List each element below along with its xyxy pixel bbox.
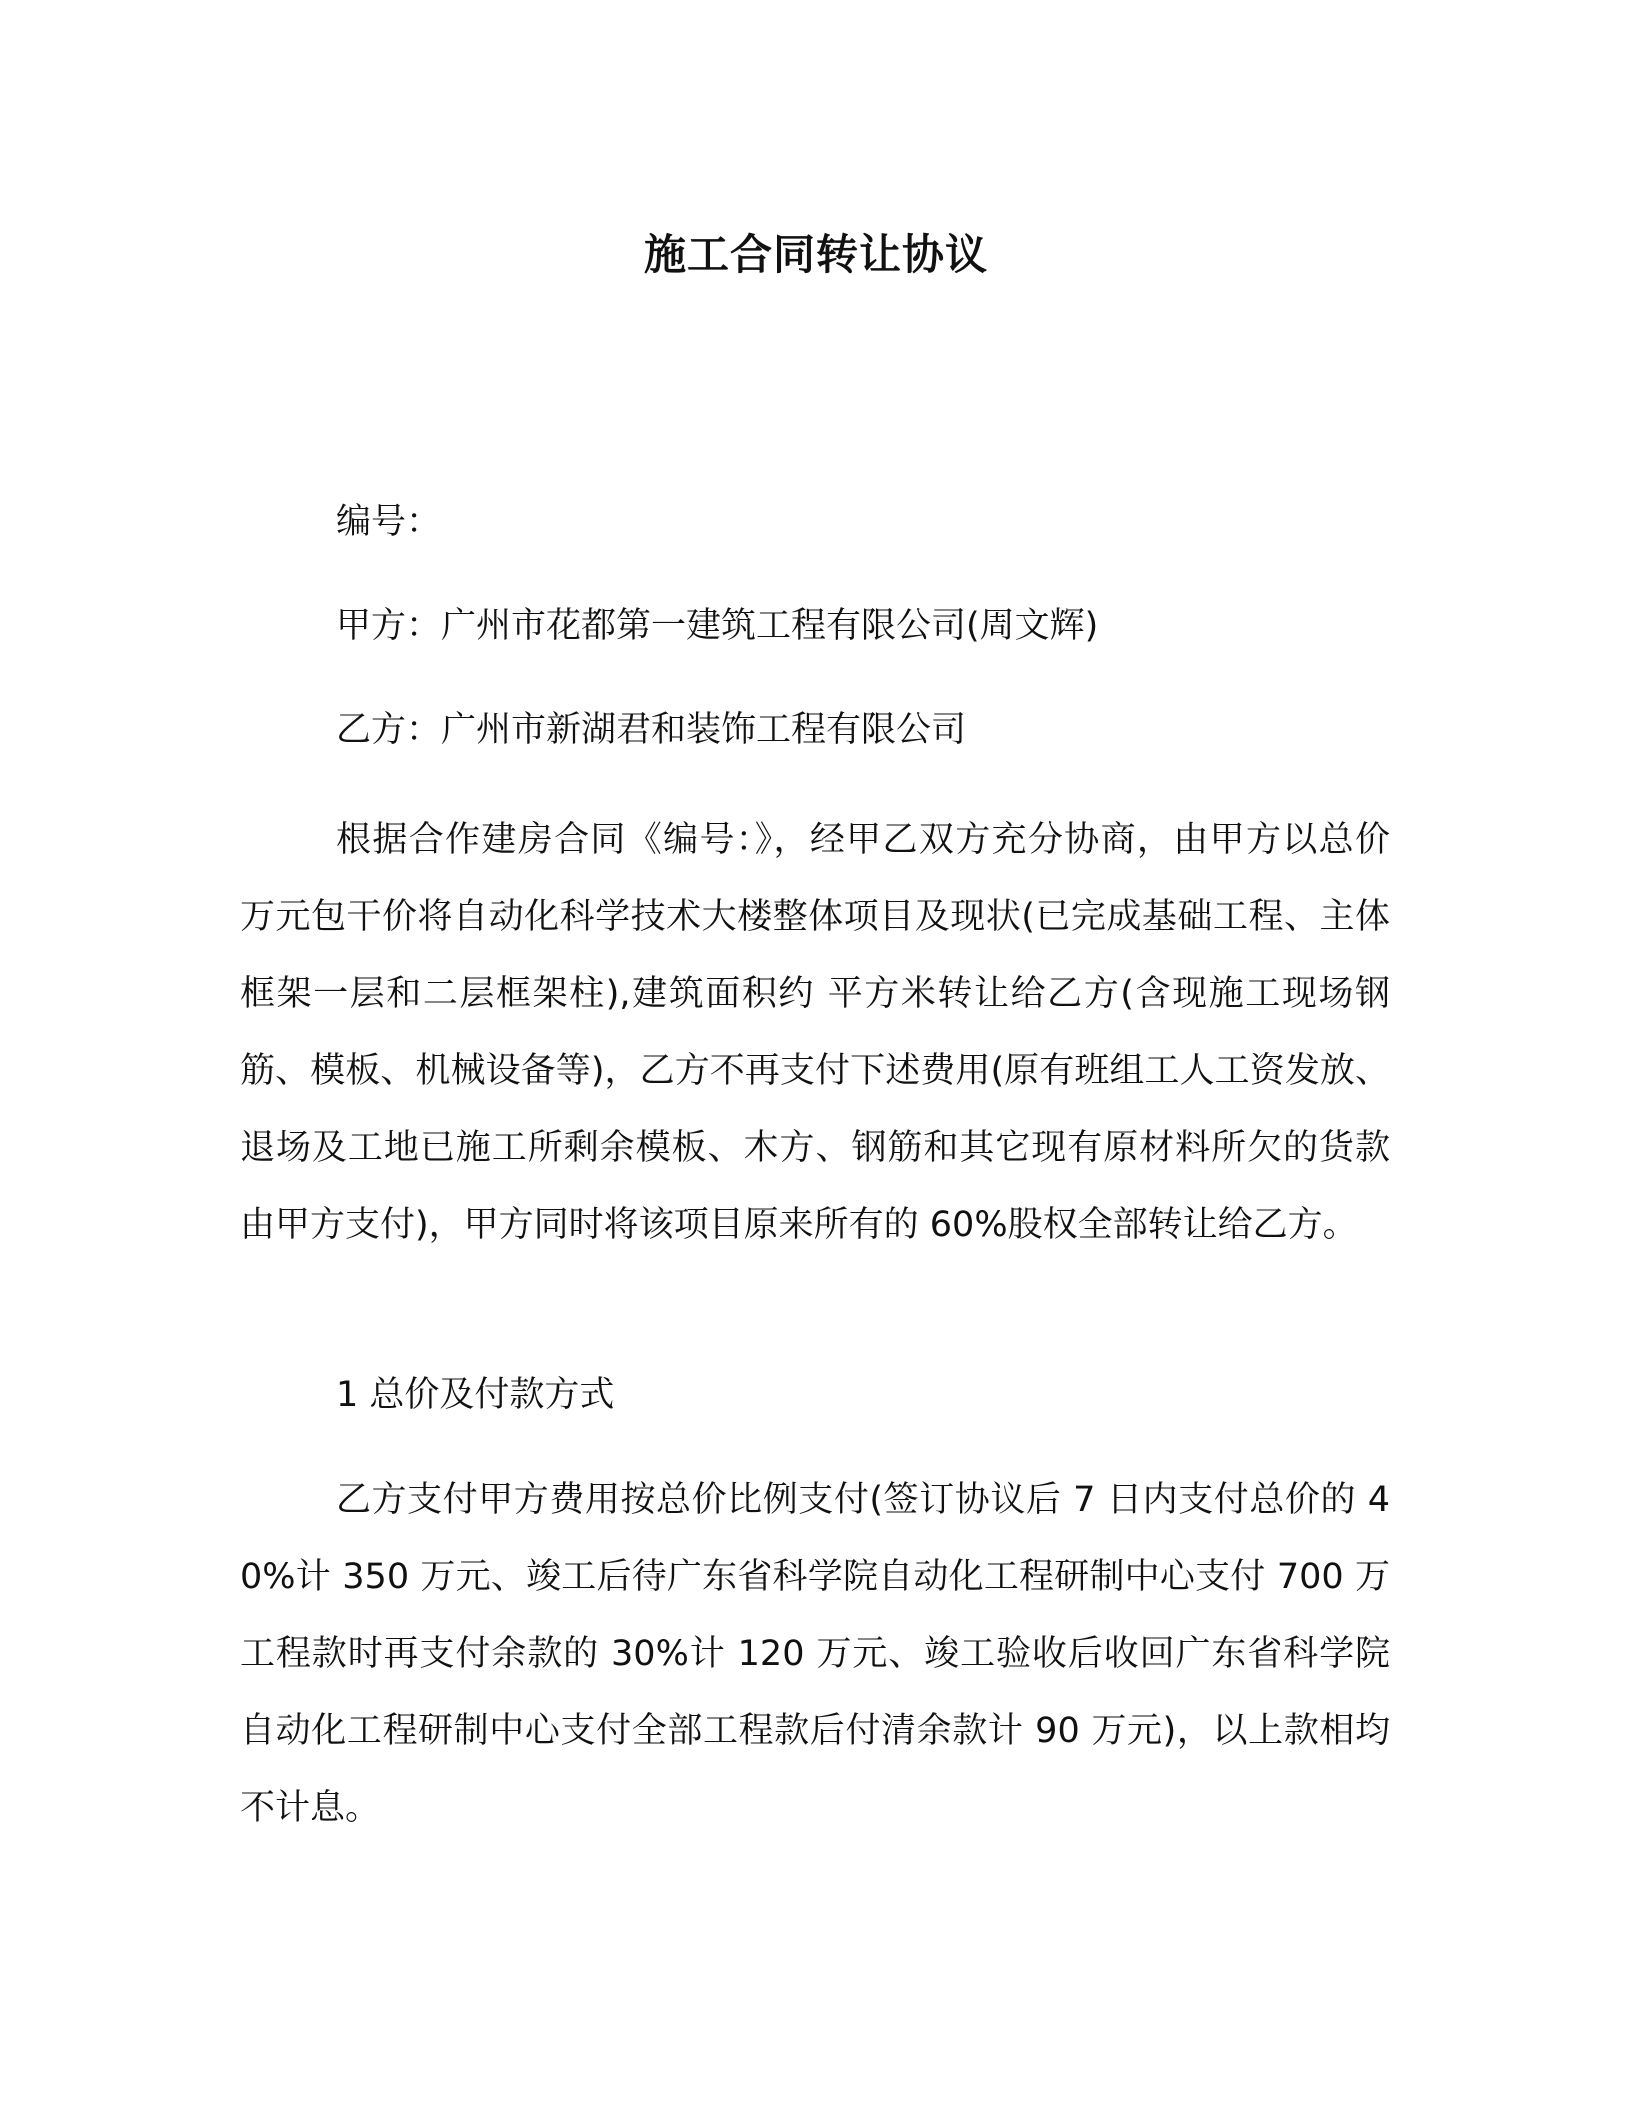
contract-number-label: 编号： [336,502,442,542]
party-b-line: 乙方：广州市新湖君和装饰工程有限公司 [336,710,967,750]
party-a-line: 甲方：广州市花都第一建筑工程有限公司(周文辉) [336,606,1099,646]
section-heading-payment: 1 总价及付款方式 [336,1375,615,1415]
agreement-paragraph: 根据合作建房合同《编号：》，经甲乙双方充分协商，由甲方以总价 万元包干价将自动化科学技术大楼整体项目及现状(已完成基础工程、主体框架一层和二层框架柱),建筑面积约 平方米转让给乙方(含现施工现场钢筋、模板、机械设备等)，乙方不再支付下述费用(原有班组工人工资发放、退场及工地已施工所剩余模板、木方、钢筋和其它现有原材料所欠的货款由甲方支付)，甲方同时将该项目原来所有的 60%股权全部转让给乙方。 [240,820,1390,1245]
payment-terms-paragraph: 乙方支付甲方费用按总价比例支付(签订协议后 7 日内支付总价的 40%计 350 万元、竣工后待广东省科学院自动化工程研制中心支付 700 万工程款时再支付余款的 30%计 120 万元、竣工验收后收回广东省科学院自动化工程研制中心支付全部工程款后付清余款计 90 万元)，以上款相均不计息。 [240,1480,1390,1828]
document-title: 施工合同转让协议 [643,230,988,279]
